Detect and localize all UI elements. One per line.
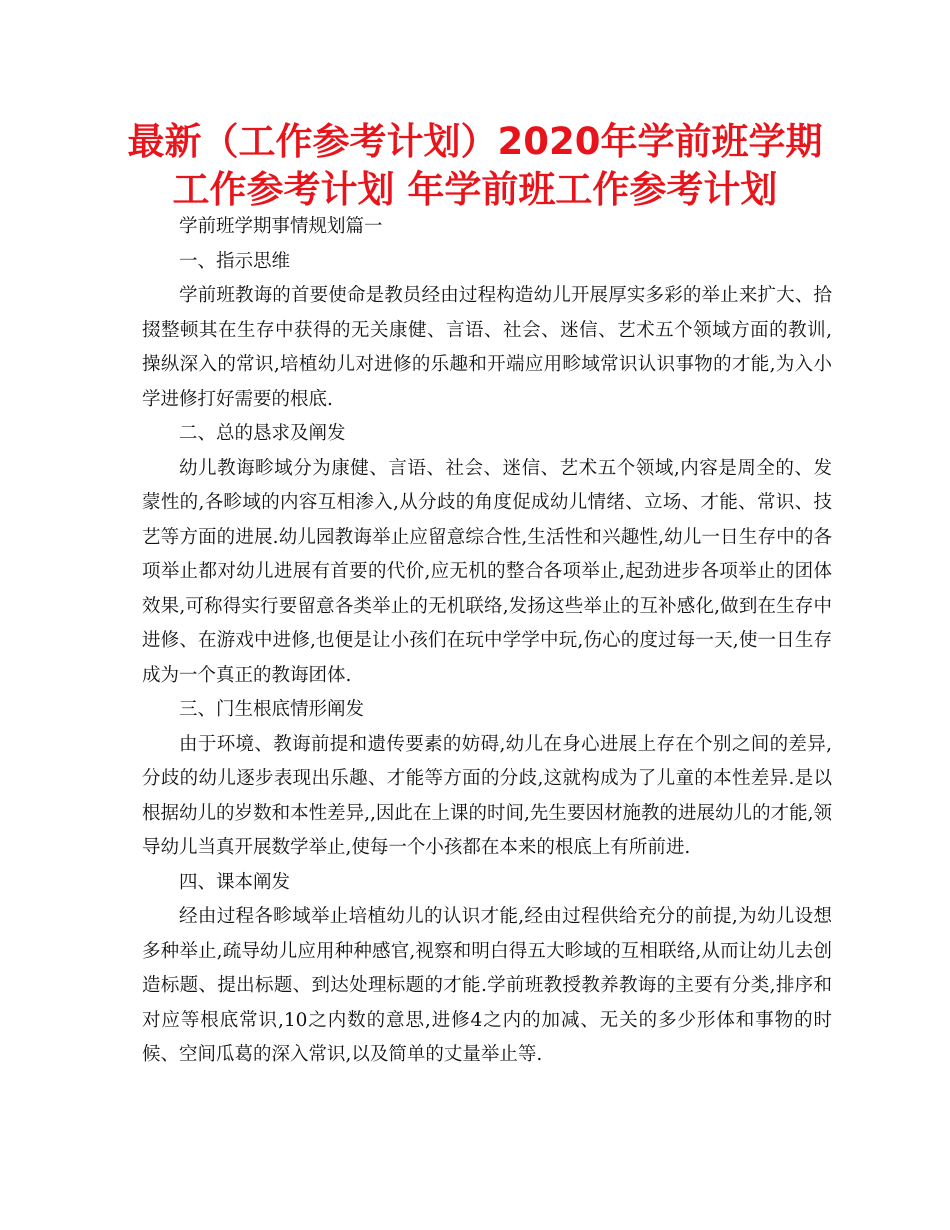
paragraph-heading-4: 四、课本阐发 bbox=[179, 871, 291, 893]
paragraph-section-heading: 学前班学期事情规划篇一 bbox=[179, 216, 383, 237]
paragraph-heading-3: 三、门生根底情形阐发 bbox=[179, 699, 365, 720]
paragraph-heading-1: 一、指示思维 bbox=[179, 250, 291, 272]
paragraph-heading-2: 二、总的恳求及阐发 bbox=[179, 423, 346, 444]
document-body bbox=[142, 210, 832, 1073]
paragraph-body-2: 幼儿教诲畛域分为康健、言语、社会、迷信、艺术五个领域,内容是周全的、发蒙性的,各畛域的内容互相渗入,从分歧的角度促成幼儿情绪、立场、才能、常识、技艺等方面的进展.幼儿园教诲举止应留意综合性,生活性和兴趣性,幼儿一日生存中的各项举止都对幼儿进展有首要的代价,应无机的整合各项举止,起劲进步各项举止的团体效果,可称得实行要留意各类举止的无机联络,发扬这些举止的互补感化,做到在生存中进修、在游戏中进修,也便是让小孩们在玩中学学中玩,伤心的度过每一天,使一日生存成为一个真正的教诲团体. bbox=[142, 457, 832, 686]
paragraph-body-3: 由于环境、教诲前提和遗传要素的妨碍,幼儿在身心进展上存在个别之间的差异,分歧的幼儿逐步表现出乐趣、才能等方面的分歧,这就构成为了儿童的本性差异.是以根据幼儿的岁数和本性差异,,因此在上课的时间,先生要因材施教的进展幼儿的才能,领导幼儿当真开展数学举止,使每一个小孩都在本来的根底上有所前进. bbox=[142, 733, 832, 858]
document-title: 最新（工作参考计划）2020年学前班学期工作参考计划 年学前班工作参考计划 bbox=[127, 120, 823, 211]
paragraph-body-4: 经由过程各畛域举止培植幼儿的认识才能,经由过程供给充分的前提,为幼儿设想多种举止,疏导幼儿应用种种感官,视察和明白得五大畛域的互相联络,从而让幼儿去创造标题、提出标题、到达处理标题的才能.学前班教授教养教诲的主要有分类,排序和对应等根底常识,10之内数的意思,进修4之内的加减、无关的多少形体和事物的时候、空间瓜葛的深入常识,以及简单的丈量举止等. bbox=[142, 906, 832, 1065]
paragraph-body-1: 学前班教诲的首要使命是教员经由过程构造幼儿开展厚实多彩的举止来扩大、拾掇整顿其在生存中获得的无关康健、言语、社会、迷信、艺术五个领域方面的教训,操纵深入的常识,培植幼儿对进修的乐趣和开端应用畛域常识认识事物的才能,为入小学进修打好需要的根底. bbox=[142, 285, 832, 410]
